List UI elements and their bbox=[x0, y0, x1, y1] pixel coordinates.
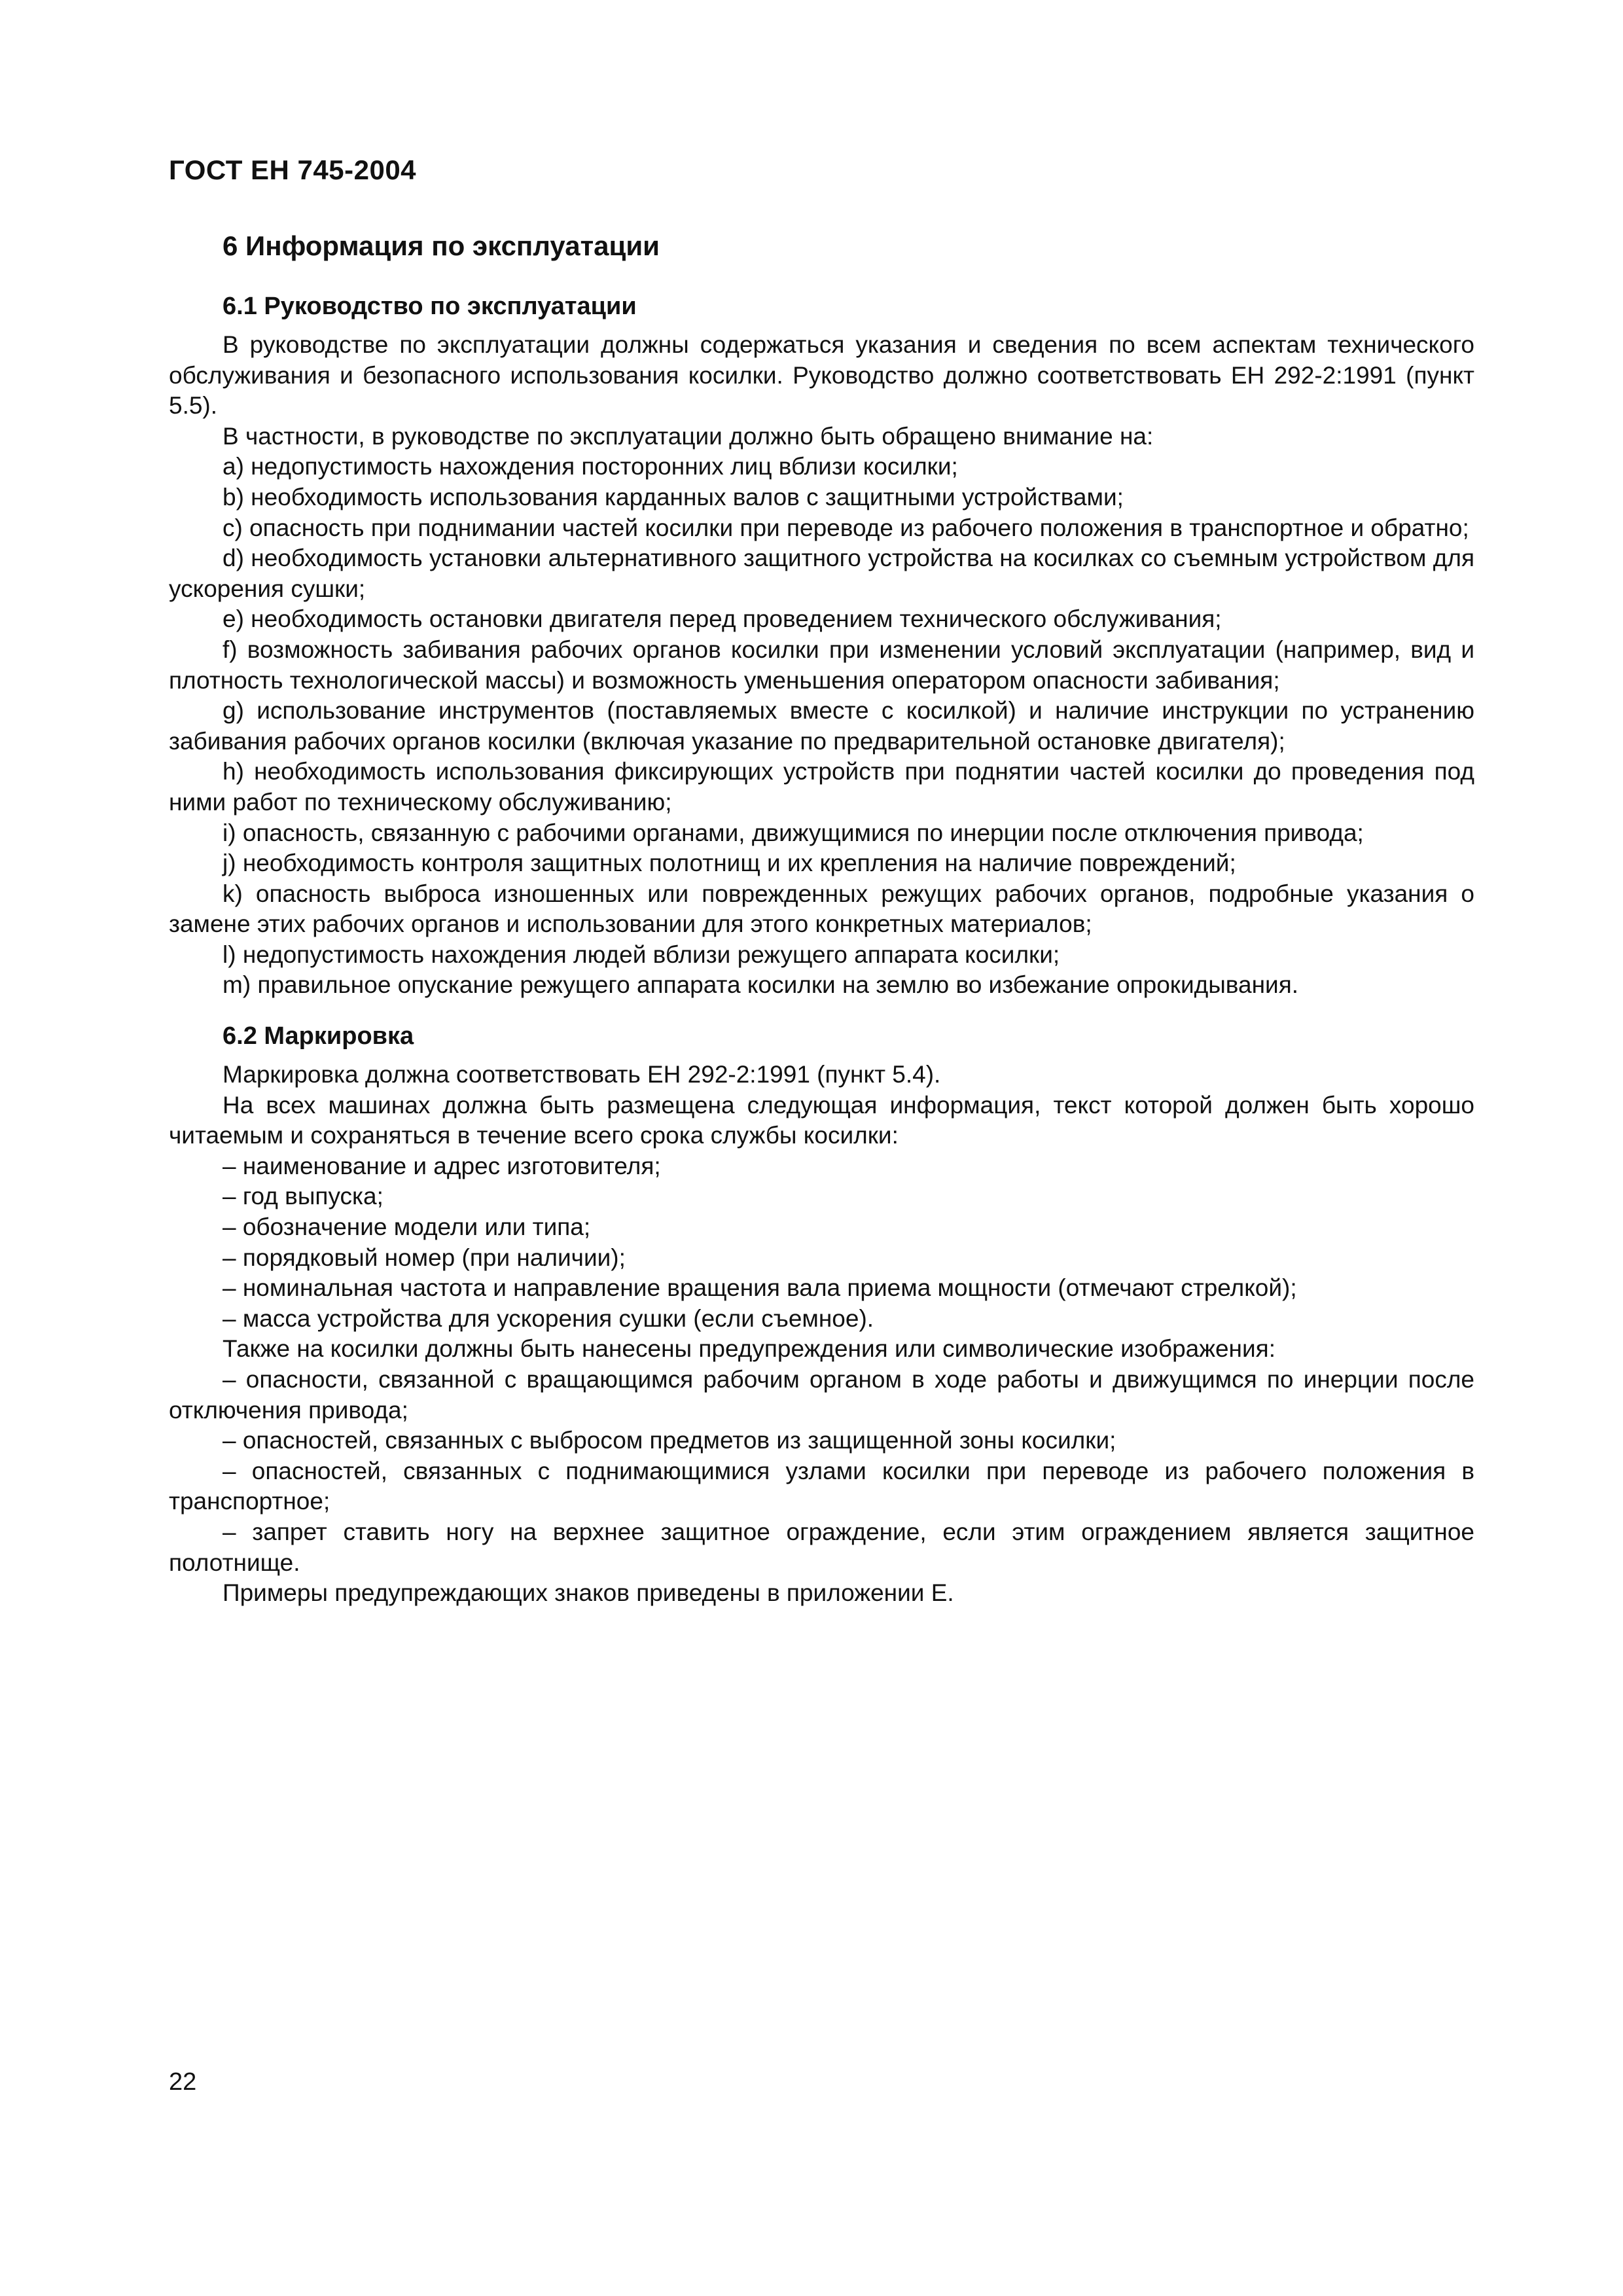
paragraph: Также на косилки должны быть нанесены предупреждения или символические изображения: bbox=[223, 1335, 1275, 1363]
paragraph: На всех машинах должна быть размещена следующая информация, текст которой должен быть хорошо читаемым и сохраняться в течение всего срока службы косилки: bbox=[169, 1091, 1474, 1149]
page-number: 22 bbox=[169, 2068, 197, 2096]
list-item: h) необходимость использования фиксирующих устройств при поднятии частей косилки до проведения под ними работ по техническому обслуживанию; bbox=[169, 758, 1474, 816]
list-item: g) использование инструментов (поставляемых вместе с косилкой) и наличие инструкции по устранению забивания рабочих органов косилки (включая указание по предварительной остановке двигателя); bbox=[169, 697, 1474, 755]
document-code-header: ГОСТ ЕН 745-2004 bbox=[169, 154, 417, 185]
list-item: m) правильное опускание режущего аппарата косилки на землю во избежание опрокидывания. bbox=[223, 971, 1299, 999]
list-item: – опасностей, связанных с поднимающимися узлами косилки при переводе из рабочего положения в транспортное; bbox=[169, 1457, 1474, 1515]
list-item: b) необходимость использования карданных валов с защитными устройствами; bbox=[223, 483, 1124, 511]
subsection-title-marking: 6.2 Маркировка bbox=[223, 1022, 414, 1050]
list-item: e) необходимость остановки двигателя перед проведением технического обслуживания; bbox=[223, 605, 1222, 633]
list-item: – обозначение модели или типа; bbox=[223, 1213, 591, 1241]
list-item: – масса устройства для ускорения сушки (если съемное). bbox=[223, 1304, 874, 1332]
list-item: f) возможность забивания рабочих органов косилки при изменении условий эксплуатации (например, вид и плотность технологической массы) и возможность уменьшения оператором опасности забивания; bbox=[169, 636, 1474, 694]
subsection-title-manual: 6.1 Руководство по эксплуатации bbox=[223, 293, 637, 320]
list-item: l) недопустимость нахождения людей вблизи режущего аппарата косилки; bbox=[223, 941, 1060, 968]
list-item: – наименование и адрес изготовителя; bbox=[223, 1152, 661, 1179]
list-item: – запрет ставить ногу на верхнее защитное ограждение, если этим ограждением является защитное полотнище. bbox=[169, 1518, 1474, 1576]
list-item: – опасности, связанной с вращающимся рабочим органом в ходе работы и движущимся по инерции после отключения привода; bbox=[169, 1366, 1474, 1424]
paragraph: Примеры предупреждающих знаков приведены в приложении Е. bbox=[223, 1579, 954, 1607]
list-item: d) необходимость установки альтернативного защитного устройства на косилках со съемным устройством для ускорения сушки; bbox=[169, 545, 1474, 602]
paragraph: В руководстве по эксплуатации должны содержаться указания и сведения по всем аспектам технического обслуживания и безопасного использования косилки. Руководство должно соответствовать ЕН 292-2:1991 (пункт 5.5). bbox=[169, 331, 1474, 420]
document-body bbox=[169, 226, 1474, 1609]
paragraph: Маркировка должна соответствовать ЕН 292-2:1991 (пункт 5.4). bbox=[223, 1061, 941, 1088]
section-title: 6 Информация по эксплуатации bbox=[223, 230, 660, 261]
list-item: – опасностей, связанных с выбросом предметов из защищенной зоны косилки; bbox=[223, 1427, 1116, 1454]
list-item: – номинальная частота и направление вращения вала приема мощности (отмечают стрелкой); bbox=[223, 1274, 1297, 1302]
list-item: c) опасность при поднимании частей косилки при переводе из рабочего положения в транспортное и обратно; bbox=[223, 514, 1469, 541]
list-item: k) опасность выброса изношенных или поврежденных режущих рабочих органов, подробные указания о замене этих рабочих органов и использовании для этого конкретных материалов; bbox=[169, 880, 1474, 938]
list-item: – порядковый номер (при наличии); bbox=[223, 1244, 626, 1271]
list-item: j) необходимость контроля защитных полотнищ и их крепления на наличие повреждений; bbox=[223, 850, 1236, 877]
paragraph: В частности, в руководстве по эксплуатации должно быть обращено внимание на: bbox=[223, 422, 1154, 450]
list-item: a) недопустимость нахождения посторонних лиц вблизи косилки; bbox=[223, 453, 958, 480]
list-item: – год выпуска; bbox=[223, 1183, 383, 1210]
list-item: i) опасность, связанную с рабочими органами, движущимися по инерции после отключения привода; bbox=[223, 819, 1364, 846]
